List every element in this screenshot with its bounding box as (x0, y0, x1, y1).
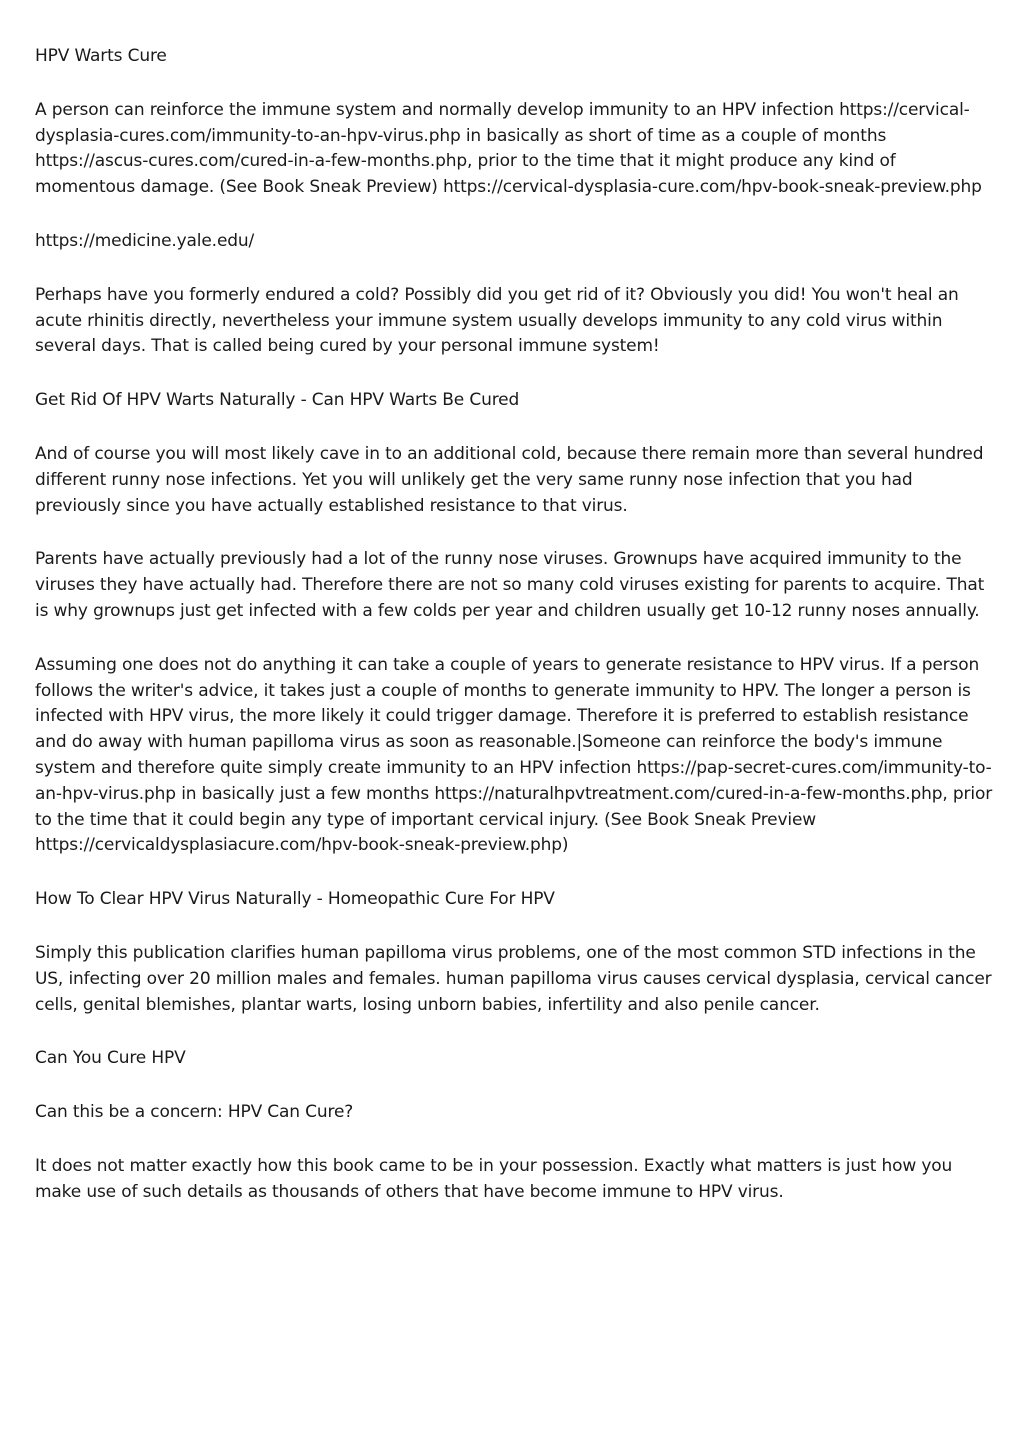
paragraph-resistance: Assuming one does not do anything it can take a couple of years to generate resistance to HPV virus. If a person follows the writer's advice, it takes just a couple of months to generate immunity to HPV. The longer a person is infected with HPV virus, the more likely it could trigger damage. Therefore it is preferred to establish resistance and do away with human papilloma virus as soon as reasonable.|Someone can reinforce the body's immune system and therefore quite simply create immunity to an HPV infection https://pap-secret-cures.com/immunity-to-an-hpv-virus.php in basically just a few months https://naturalhpvtreatment.com/cured-in-a-few-months.php, prior to the time that it could begin any type of important cervical injury. (See Book Sneak Preview https://cervicaldysplasiacure.com/hpv-book-sneak-preview.php) (35, 654, 993, 856)
section-heading-clear: How To Clear HPV Virus Naturally - Homeopathic Cure For HPV (35, 889, 555, 910)
paragraph-cold: Perhaps have you formerly endured a cold? Possibly did you get rid of it? Obviously you did! You won't heal an acute rhinitis directly, nevertheless your immune system usually develops immunity to any cold virus within several days. That is called being cured by your personal immune system! (35, 284, 959, 357)
section-heading-warts: Get Rid Of HPV Warts Naturally - Can HPV Warts Be Cured (35, 390, 520, 411)
document-page (35, 44, 997, 1234)
paragraph-immunity-intro: A person can reinforce the immune system and normally develop immunity to an HPV infection https://cervical-dysplasia-cures.com/immunity-to-an-hpv-virus.php in basically as short of time as a couple of months https://ascus-cures.com/cured-in-a-few-months.php, prior to the time that it might produce any kind of momentous damage. (See Book Sneak Preview) https://cervical-dysplasia-cure.com/hpv-book-sneak-preview.php (35, 99, 982, 198)
paragraph-parents: Parents have actually previously had a lot of the runny nose viruses. Grownups have acquired immunity to the viruses they have actually had. Therefore there are not so many cold viruses existing for parents to acquire. That is why grownups just get infected with a few colds per year and children usually get 10-12 runny noses annually. (35, 549, 985, 621)
paragraph-another-cold: And of course you will most likely cave in to an additional cold, because there remain more than several hundred different runny nose infections. Yet you will unlikely get the very same runny nose infection that you had previously since you have actually established resistance to that virus. (35, 443, 984, 516)
paragraph-question: Can this be a concern: HPV Can Cure? (35, 1102, 354, 1123)
document-title: HPV Warts Cure (35, 46, 167, 66)
paragraph-closing: It does not matter exactly how this book came to be in your possession. Exactly what matters is just how you make use of such details as thousands of others that have become immune to HPV virus. (35, 1155, 953, 1202)
section-heading-cure: Can You Cure HPV (35, 1048, 186, 1069)
paragraph-url: https://medicine.yale.edu/ (35, 230, 255, 251)
paragraph-publication: Simply this publication clarifies human papilloma virus problems, one of the most common STD infections in the US, infecting over 20 million males and females. human papilloma virus causes cervical dysplasia, cervical cancer cells, genital blemishes, plantar warts, losing unborn babies, infertility and also penile cancer. (35, 942, 992, 1015)
